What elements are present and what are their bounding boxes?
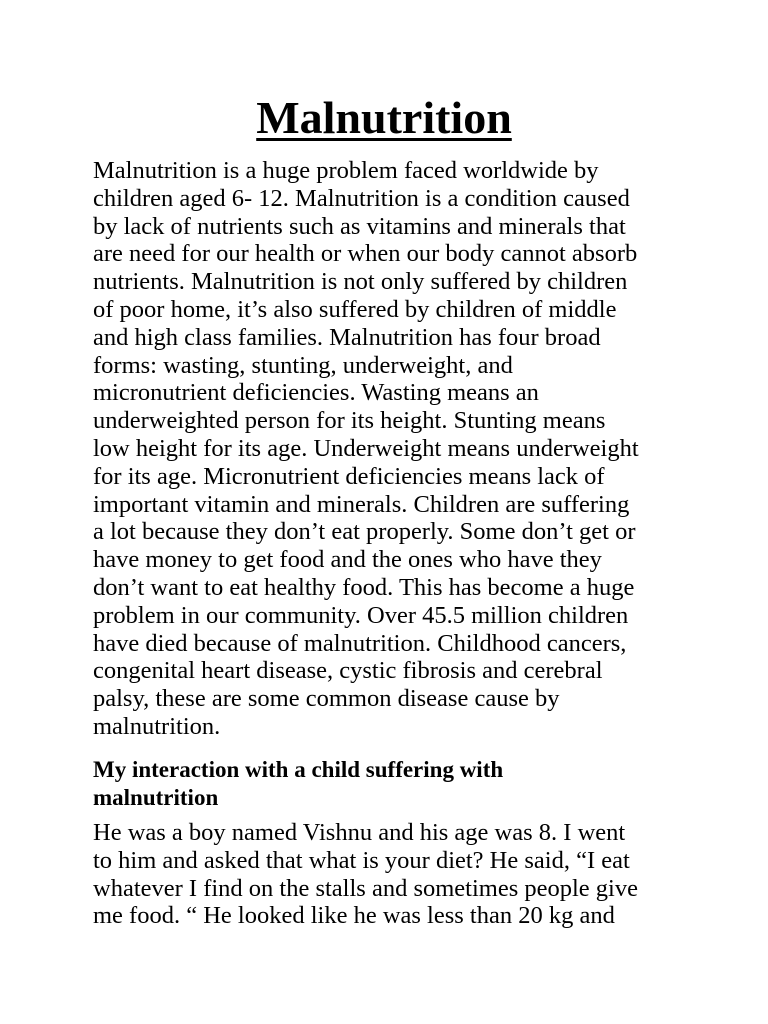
text-line: micronutrient deficiencies. Wasting means an	[93, 379, 539, 407]
text-line: of poor home, it’s also suffered by children of middle	[93, 295, 617, 323]
text-line: Malnutrition is a huge problem faced worldwide by	[93, 157, 599, 184]
section-heading	[93, 756, 683, 812]
text-line: children aged 6- 12. Malnutrition is a condition caused	[93, 184, 630, 212]
text-line: a lot because they don’t eat properly. Some don’t get or	[93, 518, 636, 546]
text-line: problem in our community. Over 45.5 million children	[93, 601, 629, 629]
text-line: to him and asked that what is your diet? He said, “I eat	[93, 846, 630, 874]
text-line: have money to get food and the ones who have they	[93, 546, 602, 574]
text-line: palsy, these are some common disease cause by	[93, 685, 560, 713]
text-line: malnutrition.	[93, 712, 221, 740]
text-line: and high class families. Malnutrition has four broad	[93, 323, 601, 351]
text-line: don’t want to eat healthy food. This has become a huge	[93, 573, 635, 601]
text-line: underweighted person for its height. Stunting means	[93, 407, 606, 435]
text-line: whatever I find on the stalls and sometimes people give	[93, 874, 638, 902]
document-title: Malnutrition	[256, 92, 512, 143]
text-line: are need for our health or when our body cannot absorb	[93, 240, 638, 268]
text-line: important vitamin and minerals. Children are suffering	[93, 490, 630, 518]
text-line: nutrients. Malnutrition is not only suffered by children	[93, 268, 628, 296]
text-line: congenital heart disease, cystic fibrosis and cerebral	[93, 657, 603, 685]
text-line: have died because of malnutrition. Childhood cancers,	[93, 629, 627, 657]
heading-line: My interaction with a child suffering with	[93, 757, 504, 782]
text-line: me food. “ He looked like he was less than 20 kg and	[93, 902, 615, 930]
text-line: by lack of nutrients such as vitamins and minerals that	[93, 212, 626, 240]
text-line: for its age. Micronutrient deficiencies means lack of	[93, 462, 605, 490]
text-line: He was a boy named Vishnu and his age was 8. I went	[93, 819, 626, 846]
heading-line: malnutrition	[93, 785, 219, 810]
paragraph-intro	[93, 157, 683, 741]
text-line: low height for its age. Underweight means underweight	[93, 434, 639, 462]
text-line: forms: wasting, stunting, underweight, and	[93, 351, 513, 379]
paragraph-interaction	[93, 819, 683, 930]
